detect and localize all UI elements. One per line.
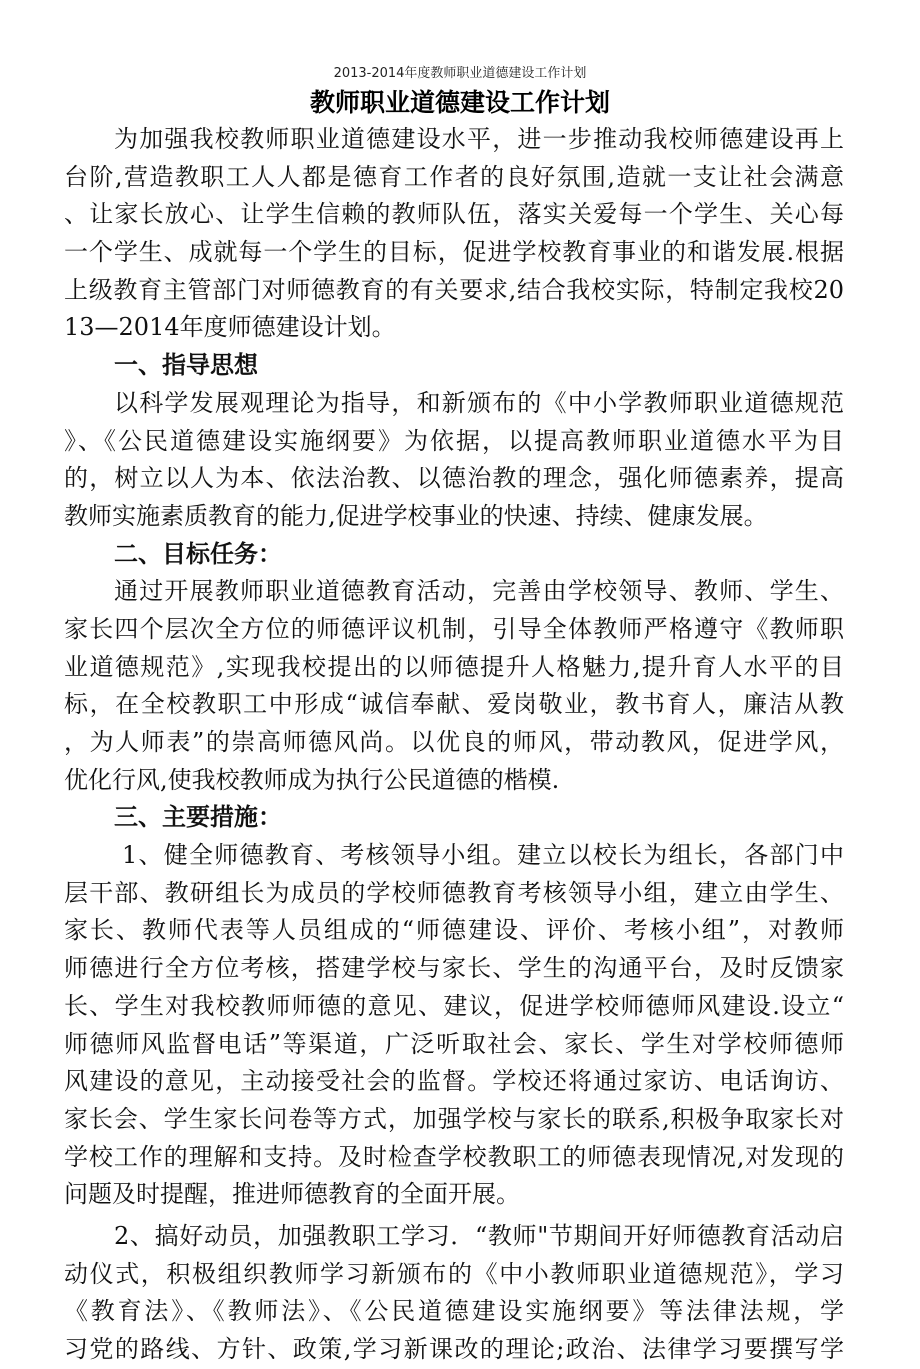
paragraph-line: 13—2014年度师德建设计划。 bbox=[64, 313, 396, 342]
paragraph-line: 长、学生对我校教师师德的意见、建议，促进学校师德师风建设.设立“ bbox=[64, 991, 844, 1020]
paragraph-line: 、让家长放心、让学生信赖的教师队伍，落实关爱每一个学生、关心每 bbox=[64, 200, 844, 229]
section-heading: 一、指导思想 bbox=[114, 351, 258, 380]
paragraph-line: 动仪式，积极组织教师学习新颁布的《中小教师职业道德规范》，学习 bbox=[64, 1259, 844, 1288]
paragraph-line: 的，树立以人为本、依法治教、以德治教的理念，强化师德素养，提高 bbox=[64, 464, 844, 493]
paragraph-line: 家长四个层次全方位的师德评议机制，引导全体教师严格遵守《教师职 bbox=[64, 614, 844, 643]
paragraph-line: 台阶,营造教职工人人都是德育工作者的良好氛围,造就一支让社会满意 bbox=[64, 162, 844, 191]
paragraph-line: 上级教育主管部门对师德教育的有关要求,结合我校实际，特制定我校20 bbox=[64, 275, 844, 304]
paragraph-line: ，为人师表”的崇高师德风尚。以优良的师风，带动教风，促进学风， bbox=[64, 728, 844, 756]
paragraph-line: 家长会、学生家长问卷等方式，加强学校与家长的联系,积极争取家长对 bbox=[64, 1104, 844, 1133]
paragraph-line: 风建设的意见，主动接受社会的监督。学校还将通过家访、电话询访、 bbox=[64, 1067, 844, 1096]
paragraph-line: 以科学发展观理论为指导，和新颁布的《中小学教师职业道德规范 bbox=[114, 388, 844, 417]
paragraph-line: 优化行风,使我校教师成为执行公民道德的楷模. bbox=[64, 765, 560, 794]
paragraph-line: 《教育法》、《教师法》、《公民道德建设实施纲要》等法律法规，学 bbox=[64, 1297, 844, 1326]
paragraph-line: 标，在全校教职工中形成“诚信奉献、爱岗敬业，教书育人，廉洁从教 bbox=[64, 690, 844, 719]
paragraph-line: 为加强我校教师职业道德建设水平，进一步推动我校师德建设再上 bbox=[114, 125, 844, 153]
paragraph-line: 业道德规范》,实现我校提出的以师德提升人格魅力,提升育人水平的目 bbox=[64, 652, 844, 681]
section-heading: 二、目标任务： bbox=[114, 539, 282, 568]
paragraph-line: 师德进行全方位考核，搭建学校与家长、学生的沟通平台，及时反馈家 bbox=[64, 954, 844, 983]
paragraph-line: 学校工作的理解和支持。及时检查学校教职工的师德表现情况,对发现的 bbox=[64, 1142, 844, 1171]
paragraph-line: 习党的路线、方针、政策,学习新课改的理论;政治、法律学习要撰写学 bbox=[64, 1335, 844, 1363]
document-body bbox=[64, 121, 844, 1369]
paragraph-line: 》、《公民道德建设实施纲要》为依据，以提高教师职业道德水平为目 bbox=[64, 426, 844, 455]
paragraph-line: 师德师风监督电话”等渠道，广泛听取社会、家长、学生对学校师德师 bbox=[64, 1029, 844, 1058]
paragraph-line: 通过开展教师职业道德教育活动，完善由学校领导、教师、学生、 bbox=[114, 577, 844, 606]
section-heading: 三、主要措施： bbox=[114, 803, 282, 832]
paragraph-line: 层干部、教研组长为成员的学校师德教育考核领导小组，建立由学生、 bbox=[64, 878, 844, 907]
paragraph-line: 一个学生、成就每一个学生的目标，促进学校教育事业的和谐发展.根据 bbox=[64, 238, 844, 267]
paragraph-line: 家长、教师代表等人员组成的“师德建设、评价、考核小组”，对教师 bbox=[64, 916, 844, 945]
running-header: 2013-2014年度教师职业道德建设工作计划 bbox=[333, 66, 587, 81]
paragraph-line: 问题及时提醒，推进师德教育的全面开展。 bbox=[64, 1180, 520, 1209]
document-title: 教师职业道德建设工作计划 bbox=[309, 88, 610, 117]
paragraph-line: 2、搞好动员，加强教职工学习．“教师"节期间开好师德教育活动启 bbox=[114, 1221, 844, 1250]
paragraph-line: 1、健全师德教育、考核领导小组。建立以校长为组长，各部门中 bbox=[122, 841, 844, 870]
paragraph-line: 教师实施素质教育的能力,促进学校事业的快速、持续、健康发展。 bbox=[64, 501, 768, 530]
